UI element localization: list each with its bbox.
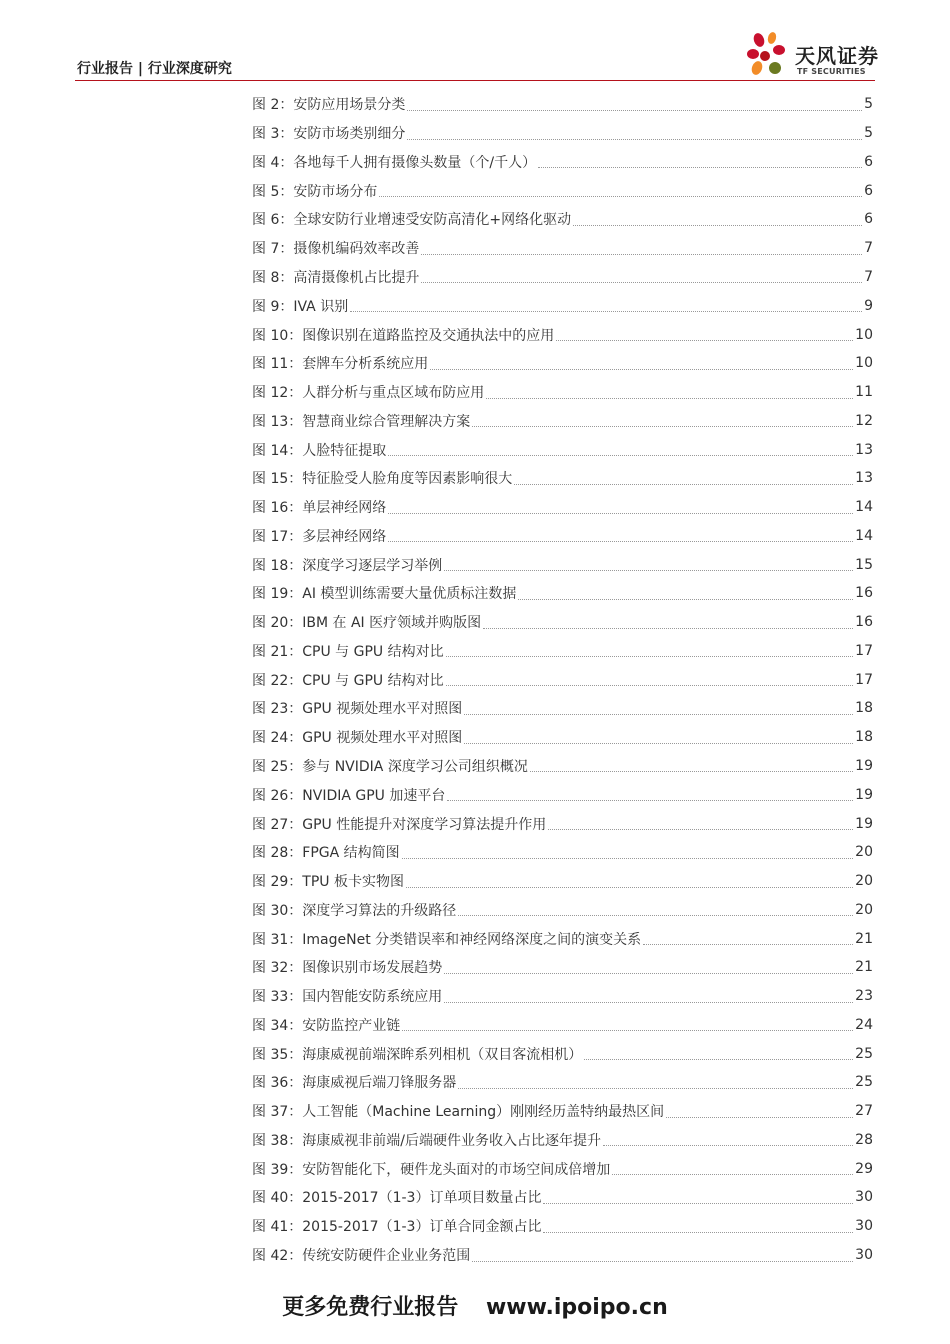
toc-dot-leader — [446, 656, 854, 657]
toc-entry-label: 图 28：FPGA 结构简图 — [252, 845, 400, 862]
toc-dot-leader — [444, 570, 853, 571]
toc-entry[interactable] — [252, 291, 873, 320]
toc-entry-label: 图 16：单层神经网络 — [252, 500, 387, 517]
company-logo — [745, 30, 880, 82]
toc-dot-leader — [472, 426, 853, 427]
toc-entry[interactable] — [252, 1183, 873, 1212]
toc-dot-leader — [388, 455, 853, 456]
toc-entry[interactable] — [252, 1212, 873, 1241]
page-footer — [0, 1290, 950, 1321]
toc-entry-label: 图 27：GPU 性能提升对深度学习算法提升作用 — [252, 816, 547, 833]
toc-entry[interactable] — [252, 1241, 873, 1270]
toc-entry[interactable] — [252, 1039, 873, 1068]
toc-dot-leader — [483, 628, 853, 629]
toc-dot-leader — [388, 541, 853, 542]
toc-entry[interactable] — [252, 982, 873, 1011]
toc-entry-page-number: 30 — [855, 1189, 873, 1206]
toc-entry[interactable] — [252, 1126, 873, 1155]
toc-entry[interactable] — [252, 1068, 873, 1097]
toc-entry-label: 图 2：安防应用场景分类 — [252, 97, 406, 114]
toc-dot-leader — [530, 771, 853, 772]
toc-entry[interactable] — [252, 867, 873, 896]
toc-entry[interactable] — [252, 752, 873, 781]
toc-entry[interactable] — [252, 435, 873, 464]
toc-entry-label: 图 33：国内智能安防系统应用 — [252, 989, 443, 1006]
toc-entry-page-number: 21 — [855, 959, 873, 976]
toc-entry-label: 图 7：摄像机编码效率改善 — [252, 241, 420, 258]
toc-entry-label: 图 6：全球安防行业增速受安防高清化+网络化驱动 — [252, 212, 572, 229]
toc-dot-leader — [486, 398, 853, 399]
toc-dot-leader — [402, 1030, 853, 1031]
toc-dot-leader — [543, 1232, 853, 1233]
toc-entry[interactable] — [252, 723, 873, 752]
toc-entry-label: 图 12：人群分析与重点区域布防应用 — [252, 385, 485, 402]
toc-dot-leader — [464, 743, 853, 744]
toc-dot-leader — [388, 513, 853, 514]
toc-entry-page-number: 7 — [864, 240, 873, 257]
toc-entry-label: 图 39：安防智能化下，硬件龙头面对的市场空间成倍增加 — [252, 1161, 611, 1178]
toc-entry-page-number: 14 — [855, 527, 873, 544]
toc-entry-label: 图 23：GPU 视频处理水平对照图 — [252, 701, 463, 718]
toc-entry[interactable] — [252, 320, 873, 349]
toc-entry-label: 图 29：TPU 板卡实物图 — [252, 874, 404, 891]
toc-entry[interactable] — [252, 148, 873, 177]
toc-entry-page-number: 18 — [855, 700, 873, 717]
toc-entry-page-number: 24 — [855, 1016, 873, 1033]
header-title: 行业报告 | 行业深度研究 — [77, 61, 232, 77]
toc-entry-label: 图 14：人脸特征提取 — [252, 442, 387, 459]
toc-entry[interactable] — [252, 205, 873, 234]
toc-entry-label: 图 4：各地每千人拥有摄像头数量（个/千人） — [252, 154, 537, 171]
toc-dot-leader — [603, 1145, 853, 1146]
toc-entry-page-number: 13 — [855, 470, 873, 487]
toc-dot-leader — [538, 167, 862, 168]
toc-entry-label: 图 42：传统安防硬件企业业务范围 — [252, 1248, 471, 1264]
toc-entry-page-number: 16 — [855, 614, 873, 631]
toc-entry-page-number: 7 — [864, 268, 873, 285]
toc-entry-page-number: 18 — [855, 729, 873, 746]
toc-dot-leader — [379, 196, 862, 197]
toc-dot-leader — [406, 887, 853, 888]
toc-entry-label: 图 35：海康威视前端深眸系列相机（双目客流相机） — [252, 1046, 583, 1063]
toc-entry-page-number: 17 — [855, 642, 873, 659]
toc-entry-label: 图 15：特征脸受人脸角度等因素影响很大 — [252, 471, 513, 488]
toc-entry-page-number: 12 — [855, 412, 873, 429]
toc-entry[interactable] — [252, 579, 873, 608]
toc-entry[interactable] — [252, 1154, 873, 1183]
toc-dot-leader — [421, 282, 862, 283]
toc-entry-page-number: 21 — [855, 930, 873, 947]
toc-entry-label: 图 20：IBM 在 AI 医疗领域并购版图 — [252, 615, 482, 632]
toc-entry-page-number: 30 — [855, 1218, 873, 1235]
footer-promo-text: 更多免费行业报告 — [282, 1295, 459, 1320]
toc-entry-label: 图 38：海康威视非前端/后端硬件业务收入占比逐年提升 — [252, 1132, 601, 1149]
toc-entry[interactable] — [252, 637, 873, 666]
toc-entry-label: 图 31：ImageNet 分类错误率和神经网络深度之间的演变关系 — [252, 931, 642, 948]
figure-toc-list — [252, 90, 873, 1269]
toc-dot-leader — [407, 139, 862, 140]
toc-entry-page-number: 13 — [855, 441, 873, 458]
toc-dot-leader — [402, 858, 854, 859]
toc-entry-label: 图 26：NVIDIA GPU 加速平台 — [252, 787, 446, 804]
toc-dot-leader — [421, 254, 862, 255]
toc-entry[interactable] — [252, 924, 873, 953]
toc-entry-page-number: 6 — [864, 182, 873, 199]
toc-entry-page-number: 10 — [855, 355, 873, 372]
toc-entry-page-number: 19 — [855, 786, 873, 803]
toc-dot-leader — [407, 110, 862, 111]
toc-dot-leader — [643, 944, 853, 945]
toc-entry-page-number: 14 — [855, 499, 873, 516]
toc-entry-page-number: 6 — [864, 211, 873, 228]
toc-entry[interactable] — [252, 349, 873, 378]
toc-entry-page-number: 19 — [855, 757, 873, 774]
footer-url-link[interactable]: www.ipoipo.cn — [485, 1295, 668, 1320]
toc-entry-label: 图 36：海康威视后端刀锋服务器 — [252, 1075, 457, 1092]
toc-dot-leader — [518, 599, 853, 600]
toc-entry[interactable] — [252, 234, 873, 263]
toc-entry-page-number: 20 — [855, 844, 873, 861]
toc-entry[interactable] — [252, 263, 873, 292]
toc-dot-leader — [458, 1088, 853, 1089]
toc-entry[interactable] — [252, 953, 873, 982]
toc-entry-label: 图 34：安防监控产业链 — [252, 1017, 401, 1034]
toc-entry-page-number: 16 — [855, 585, 873, 602]
toc-entry[interactable] — [252, 694, 873, 723]
toc-dot-leader — [350, 311, 862, 312]
toc-entry-label: 图 9：IVA 识别 — [252, 298, 349, 315]
toc-dot-leader — [444, 973, 853, 974]
toc-entry[interactable] — [252, 550, 873, 579]
toc-entry-page-number: 5 — [864, 125, 873, 142]
toc-entry[interactable] — [252, 119, 873, 148]
toc-entry[interactable] — [252, 809, 873, 838]
toc-entry-label: 图 13：智慧商业综合管理解决方案 — [252, 413, 471, 430]
toc-entry-label: 图 10：图像识别在道路监控及交通执法中的应用 — [252, 327, 555, 344]
toc-dot-leader — [543, 1203, 853, 1204]
toc-entry-page-number: 25 — [855, 1045, 873, 1062]
toc-dot-leader — [548, 829, 853, 830]
toc-entry-page-number: 10 — [855, 326, 873, 343]
toc-dot-leader — [573, 225, 862, 226]
toc-entry[interactable] — [252, 1011, 873, 1040]
toc-dot-leader — [464, 714, 853, 715]
toc-dot-leader — [666, 1117, 853, 1118]
toc-entry[interactable] — [252, 665, 873, 694]
toc-entry-page-number: 30 — [855, 1247, 873, 1263]
toc-entry[interactable] — [252, 895, 873, 924]
toc-entry-page-number: 19 — [855, 815, 873, 832]
toc-entry[interactable] — [252, 493, 873, 522]
toc-entry-label: 图 11：套牌车分析系统应用 — [252, 356, 429, 373]
toc-entry[interactable] — [252, 838, 873, 867]
toc-dot-leader — [446, 685, 854, 686]
toc-entry-label: 图 30：深度学习算法的升级路径 — [252, 902, 457, 919]
toc-entry-page-number: 20 — [855, 901, 873, 918]
toc-entry-page-number: 28 — [855, 1131, 873, 1148]
toc-entry-page-number: 11 — [855, 384, 873, 401]
toc-entry[interactable] — [252, 378, 873, 407]
toc-entry-page-number: 29 — [855, 1160, 873, 1177]
toc-entry[interactable] — [252, 608, 873, 637]
toc-entry-label: 图 17：多层神经网络 — [252, 528, 387, 545]
toc-entry-page-number: 25 — [855, 1074, 873, 1091]
toc-entry[interactable] — [252, 780, 873, 809]
toc-entry-label: 图 18：深度学习逐层学习举例 — [252, 557, 443, 574]
toc-dot-leader — [556, 340, 853, 341]
toc-entry-page-number: 5 — [864, 96, 873, 113]
toc-entry-page-number: 17 — [855, 671, 873, 688]
toc-entry[interactable] — [252, 406, 873, 435]
logo-name-en: TF SECURITIES — [797, 67, 866, 76]
toc-entry-label: 图 5：安防市场分布 — [252, 183, 378, 200]
toc-entry-page-number: 6 — [864, 153, 873, 170]
toc-entry[interactable] — [252, 1097, 873, 1126]
toc-entry-label: 图 22：CPU 与 GPU 结构对比 — [252, 672, 444, 689]
toc-entry-label: 图 40：2015-2017（1-3）订单项目数量占比 — [252, 1190, 542, 1207]
toc-entry-label: 图 3：安防市场类别细分 — [252, 126, 406, 143]
toc-entry-label: 图 19：AI 模型训练需要大量优质标注数据 — [252, 586, 517, 603]
toc-entry[interactable] — [252, 464, 873, 493]
toc-entry-label: 图 8：高清摄像机占比提升 — [252, 269, 420, 286]
toc-entry-page-number: 23 — [855, 988, 873, 1005]
toc-dot-leader — [472, 1261, 853, 1262]
toc-dot-leader — [447, 800, 853, 801]
toc-entry-page-number: 27 — [855, 1103, 873, 1120]
toc-entry-page-number: 20 — [855, 873, 873, 890]
toc-entry-page-number: 15 — [855, 556, 873, 573]
toc-dot-leader — [458, 915, 853, 916]
toc-entry-label: 图 41：2015-2017（1-3）订单合同金额占比 — [252, 1219, 542, 1236]
toc-dot-leader — [444, 1002, 853, 1003]
logo-name-cn: 天风证券 — [795, 44, 879, 68]
toc-entry-page-number: 9 — [864, 297, 873, 314]
toc-entry[interactable] — [252, 176, 873, 205]
toc-entry-label: 图 25：参与 NVIDIA 深度学习公司组织概况 — [252, 758, 528, 775]
toc-entry-label: 图 24：GPU 视频处理水平对照图 — [252, 730, 463, 747]
toc-dot-leader — [612, 1174, 853, 1175]
toc-entry-label: 图 37：人工智能（Machine Learning）刚刚经历盖特纳最热区间 — [252, 1104, 665, 1121]
toc-dot-leader — [584, 1059, 853, 1060]
logo-flower-icon — [745, 30, 793, 82]
toc-entry[interactable] — [252, 521, 873, 550]
toc-entry-label: 图 21：CPU 与 GPU 结构对比 — [252, 643, 444, 660]
toc-entry[interactable] — [252, 90, 873, 119]
toc-dot-leader — [514, 484, 853, 485]
toc-entry-label: 图 32：图像识别市场发展趋势 — [252, 960, 443, 977]
toc-dot-leader — [430, 369, 853, 370]
